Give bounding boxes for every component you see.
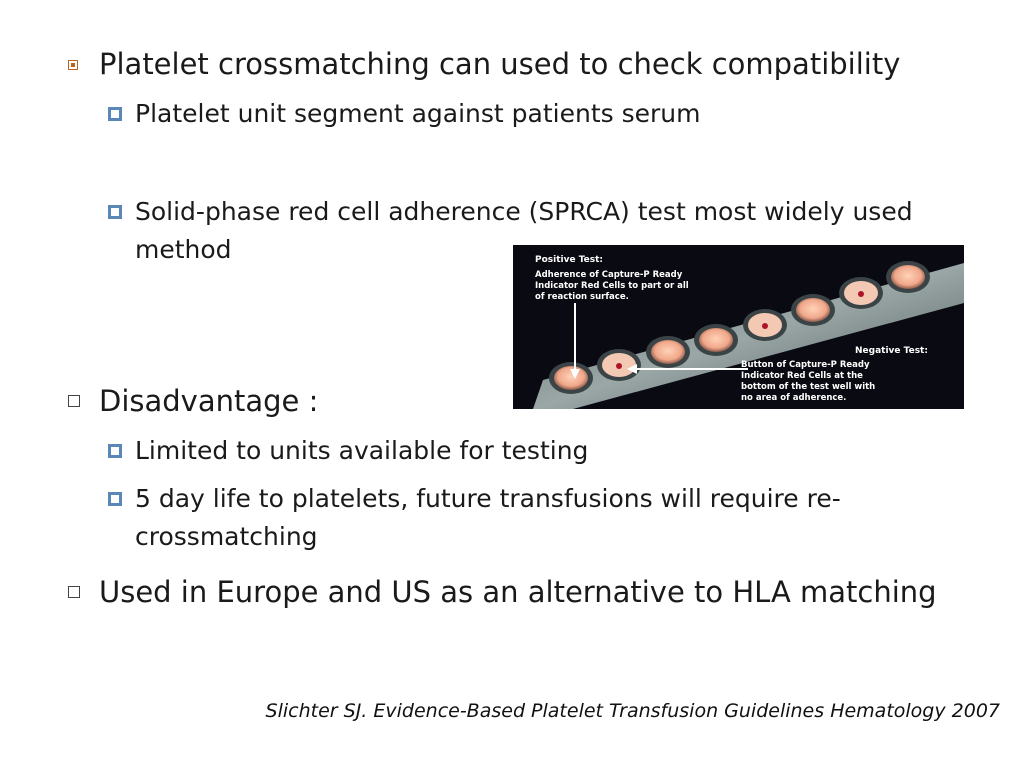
subbullet-marker-icon — [108, 444, 122, 458]
subbullet-segment — [135, 95, 975, 133]
positive-test-line: of reaction surface. — [535, 292, 629, 302]
red-cell-button — [616, 363, 622, 369]
bullet-marker-icon — [68, 586, 80, 598]
negative-test-line: Button of Capture-P Ready — [741, 360, 870, 370]
negative-test-line: no area of adherence. — [741, 393, 847, 403]
negative-test-line: bottom of the test well with — [741, 382, 876, 392]
positive-test-line: Indicator Red Cells to part or all — [535, 281, 689, 291]
subbullet-marker-icon — [108, 492, 122, 506]
bullet-text: Platelet crossmatching can used to check compatibility — [99, 47, 901, 81]
subbullet-marker-icon — [108, 107, 122, 121]
negative-test-title: Negative Test: — [855, 346, 928, 356]
red-cell-button — [762, 323, 768, 329]
citation: Slichter SJ. Evidence-Based Platelet Transfusion Guidelines Hematology 2007 — [265, 700, 1000, 722]
subbullet-platelet-life — [135, 480, 975, 556]
positive-test-line: Adherence of Capture-P Ready — [535, 270, 683, 280]
red-cell-button — [858, 291, 864, 297]
bullet-europe-us — [99, 571, 979, 613]
bullet-marker-icon — [68, 395, 80, 407]
bullet-crossmatching — [99, 43, 979, 85]
subbullet-text: Solid-phase red cell adherence (SPRCA) test most widely used method — [135, 197, 913, 264]
subbullet-marker-icon — [108, 205, 122, 219]
subbullet-text: Platelet unit segment against patients serum — [135, 99, 701, 128]
bullet-disadvantage — [99, 380, 979, 422]
subbullet-text: 5 day life to platelets, future transfusions will require re-crossmatching — [135, 484, 841, 551]
bullet-text: Disadvantage : — [99, 384, 319, 418]
positive-test-title: Positive Test: — [535, 255, 604, 265]
negative-test-line: Indicator Red Cells at the — [741, 371, 863, 381]
subbullet-limited — [135, 432, 975, 470]
subbullet-text: Limited to units available for testing — [135, 436, 589, 465]
bullet-text: Used in Europe and US as an alternative to HLA matching — [99, 575, 937, 609]
bullet-marker-icon — [68, 60, 78, 70]
